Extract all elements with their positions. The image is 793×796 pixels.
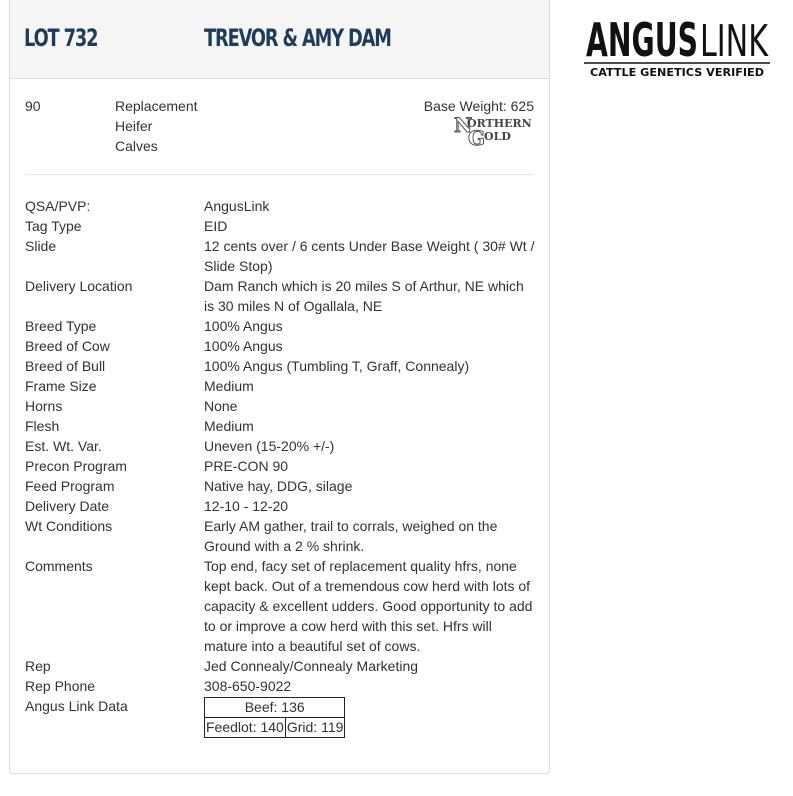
detail-label: Delivery Date	[25, 498, 110, 514]
svg-text:OLD: OLD	[484, 130, 511, 143]
detail-row	[25, 236, 535, 276]
northern-gold-logo	[452, 114, 534, 146]
grid-score: Grid: 119	[285, 718, 345, 738]
detail-label: Slide	[25, 238, 57, 254]
detail-label: Precon Program	[25, 458, 127, 474]
detail-row	[25, 396, 535, 416]
cattle-description	[115, 96, 215, 156]
detail-row	[25, 556, 535, 656]
detail-row-angus-link-data	[25, 696, 535, 738]
angus-link-data-table	[204, 697, 345, 738]
detail-label: Delivery Location	[25, 278, 133, 294]
description-line: Heifer	[115, 118, 153, 134]
base-weight: Base Weight: 625	[423, 98, 534, 114]
detail-label: Breed of Cow	[25, 338, 110, 354]
detail-row	[25, 476, 535, 496]
detail-row	[25, 376, 535, 396]
detail-row	[25, 336, 535, 356]
detail-label: Wt Conditions	[25, 518, 113, 534]
detail-label: Tag Type	[25, 218, 82, 234]
head-count: 90	[25, 98, 41, 114]
detail-value	[204, 696, 535, 738]
detail-value: 12 cents over / 6 cents Under Base Weight ( 30# Wt / Slide Stop)	[204, 238, 535, 274]
detail-row	[25, 356, 535, 376]
detail-value: 12-10 - 12-20	[204, 498, 289, 514]
detail-value: EID	[204, 218, 228, 234]
lot-summary	[25, 94, 534, 175]
detail-row	[25, 216, 535, 236]
detail-value: Top end, facy set of replacement quality hfrs, none kept back. Out of a tremendous cow herd with lots of capacity & excellent udders. Good opportunity to add to or improve a cow herd with this set. Hfrs will mature into a beautiful set of cows.	[204, 558, 533, 654]
detail-value: None	[204, 398, 238, 414]
detail-row	[25, 676, 535, 696]
detail-label: Flesh	[25, 418, 60, 434]
feedlot-score: Feedlot: 140	[205, 718, 286, 738]
svg-text:CATTLE GENETICS VERIFIED: CATTLE GENETICS VERIFIED	[590, 67, 765, 79]
detail-row	[25, 276, 535, 316]
detail-label: QSA/PVP:	[25, 198, 91, 214]
detail-value: 100% Angus	[204, 318, 283, 334]
detail-label: Feed Program	[25, 478, 115, 494]
detail-row	[25, 416, 535, 436]
beef-score: Beef: 136	[205, 698, 345, 718]
detail-list	[25, 196, 535, 696]
detail-value: Native hay, DDG, silage	[204, 478, 353, 494]
detail-value: Uneven (15-20% +/-)	[204, 438, 335, 454]
detail-label: Breed Type	[25, 318, 97, 334]
detail-row	[25, 316, 535, 336]
detail-row	[25, 456, 535, 476]
detail-label: Breed of Bull	[25, 358, 106, 374]
anguslink-logo	[582, 14, 772, 80]
detail-label: Horns	[25, 398, 63, 414]
lot-header	[10, 0, 549, 79]
description-line: Replacement	[115, 98, 198, 114]
svg-text:ANGUS: ANGUS	[586, 14, 698, 67]
detail-value: PRE-CON 90	[204, 458, 289, 474]
detail-value: Early AM gather, trail to corrals, weighed on the Ground with a 2 % shrink.	[204, 518, 498, 554]
svg-text:ORTHERN: ORTHERN	[467, 117, 532, 130]
detail-label: Rep	[25, 658, 51, 674]
detail-row	[25, 656, 535, 676]
detail-row	[25, 196, 535, 216]
detail-label: Rep Phone	[25, 678, 96, 694]
svg-text:N: N	[454, 114, 473, 137]
detail-value: AngusLink	[204, 198, 270, 214]
svg-text:G: G	[468, 126, 486, 146]
detail-value: 100% Angus	[204, 338, 283, 354]
description-line: Calves	[115, 138, 158, 154]
svg-text:LINK: LINK	[700, 16, 769, 67]
detail-label: Est. Wt. Var.	[25, 438, 102, 454]
detail-value: Dam Ranch which is 20 miles S of Arthur, NE which is 30 miles N of Ogallala, NE	[204, 278, 524, 314]
lot-details	[25, 196, 535, 738]
detail-value: Medium	[204, 378, 254, 394]
seller-name: TREVOR & AMY DAM	[204, 24, 391, 52]
detail-value: 100% Angus (Tumbling T, Graff, Connealy)	[204, 358, 470, 374]
detail-value: Medium	[204, 418, 254, 434]
detail-value: Jed Connealy/Connealy Marketing	[204, 658, 419, 674]
detail-label: Frame Size	[25, 378, 97, 394]
detail-row	[25, 516, 535, 556]
detail-label: Angus Link Data	[25, 698, 128, 714]
detail-value: 308-650-9022	[204, 678, 292, 694]
lot-number: LOT 732	[24, 24, 98, 52]
detail-label: Comments	[25, 558, 93, 574]
lot-card	[9, 0, 550, 774]
detail-row	[25, 496, 535, 516]
detail-row	[25, 436, 535, 456]
